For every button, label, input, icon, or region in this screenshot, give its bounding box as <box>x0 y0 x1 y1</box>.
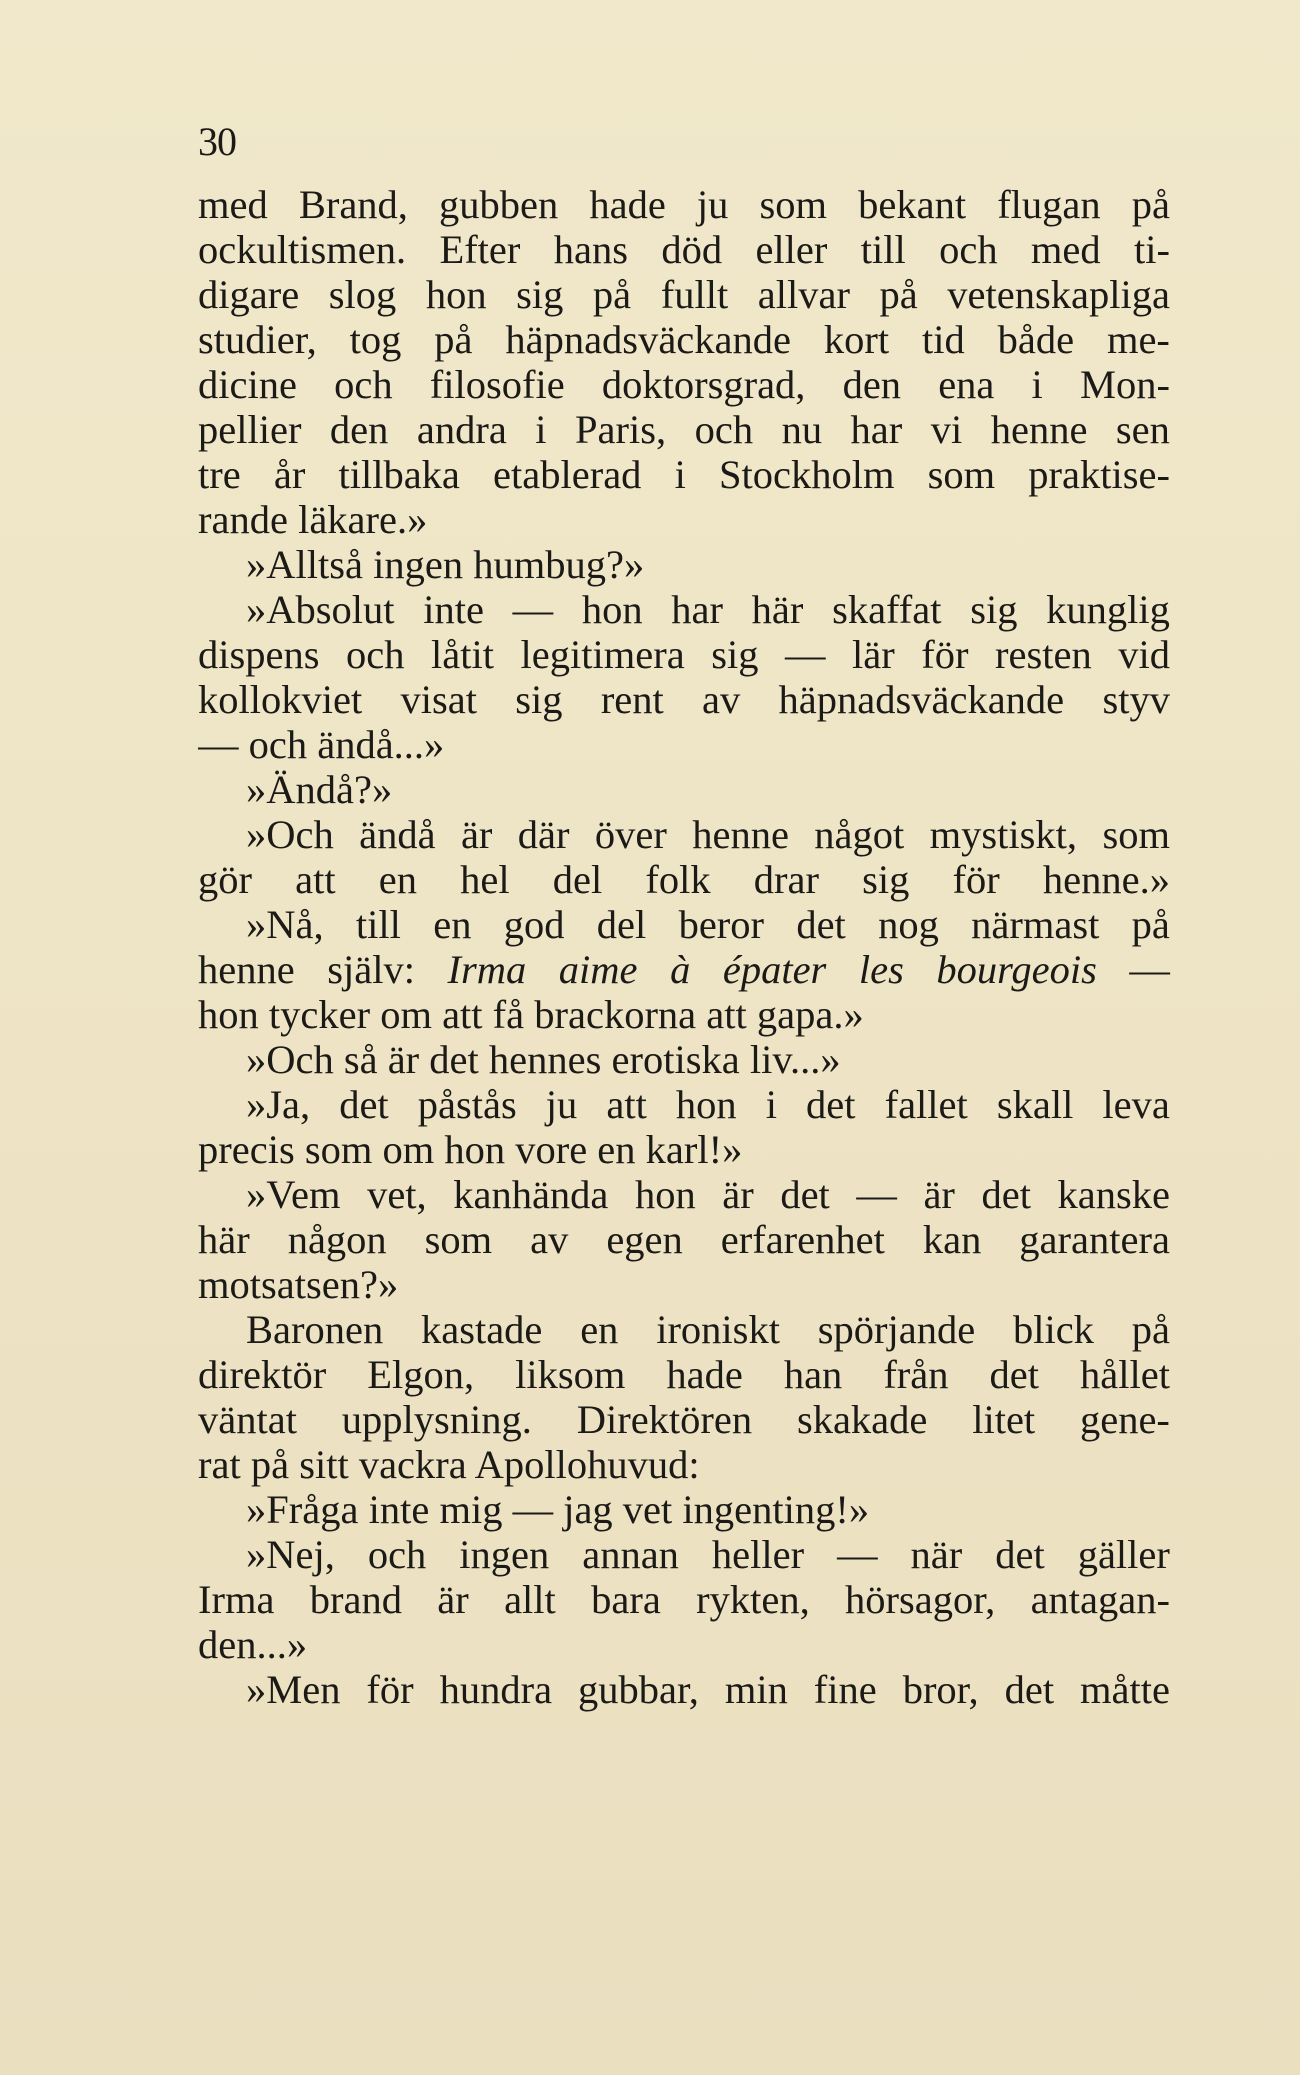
text-line: »Och ändå är där över henne något mystiskt, som <box>246 812 1170 857</box>
text-line: »Nej, och ingen annan heller — när det gäller <box>246 1532 1170 1577</box>
text-line: pellier den andra i Paris, och nu har vi henne sen <box>198 407 1170 452</box>
text-line: den...» <box>198 1622 308 1667</box>
text-line: dispens och låtit legitimera sig — lär för resten vid <box>198 632 1170 677</box>
text-line: kollokviet visat sig rent av häpnadsväckande styv <box>198 677 1170 722</box>
text-line: här någon som av egen erfarenhet kan garantera <box>198 1217 1170 1262</box>
text-line: tre år tillbaka etablerad i Stockholm som praktise- <box>198 452 1170 497</box>
text-line: direktör Elgon, liksom hade han från det hållet <box>198 1352 1170 1397</box>
text-line: rat på sitt vackra Apollohuvud: <box>198 1442 700 1487</box>
text-line: dicine och filosofie doktorsgrad, den ena i Mon- <box>198 362 1170 407</box>
text-line: »Absolut inte — hon har här skaffat sig kunglig <box>246 587 1170 632</box>
text-line: — och ändå...» <box>198 722 445 767</box>
text-line: rande läkare.» <box>198 497 428 542</box>
text-line: ockultismen. Efter hans död eller till och med ti- <box>198 227 1170 272</box>
book-page <box>198 118 1170 1712</box>
text-line: motsatsen?» <box>198 1262 399 1307</box>
page-number: 30 <box>198 119 236 164</box>
text-line: digare slog hon sig på fullt allvar på vetenskapliga <box>198 272 1170 317</box>
text-line: hon tycker om att få brackorna att gapa.» <box>198 992 864 1037</box>
text-line: »Och så är det hennes erotiska liv...» <box>246 1037 841 1082</box>
text-line: »Fråga inte mig — jag vet ingenting!» <box>246 1487 870 1532</box>
text-line: gör att en hel del folk drar sig för henne.» <box>198 857 1170 902</box>
text-line: »Ändå?» <box>246 767 393 812</box>
text-line: »Vem vet, kanhända hon är det — är det kanske <box>246 1172 1170 1217</box>
body-text <box>198 182 1170 1712</box>
text-line: väntat upplysning. Direktören skakade litet gene- <box>198 1397 1170 1442</box>
text-line: »Nå, till en god del beror det nog närmast på <box>246 902 1170 947</box>
text-line: precis som om hon vore en karl!» <box>198 1127 743 1172</box>
text-line: med Brand, gubben hade ju som bekant flugan på <box>198 182 1170 227</box>
text-line: studier, tog på häpnadsväckande kort tid både me- <box>198 317 1170 362</box>
text-line: henne själv: Irma aime à épater les bourgeois — <box>198 947 1170 992</box>
text-line: Irma brand är allt bara rykten, hörsagor, antagan- <box>198 1577 1170 1622</box>
text-line: Baronen kastade en ironiskt spörjande blick på <box>246 1307 1170 1352</box>
text-line: »Ja, det påstås ju att hon i det fallet skall leva <box>246 1082 1170 1127</box>
text-line: »Men för hundra gubbar, min fine bror, det måtte <box>246 1667 1170 1712</box>
text-line: »Alltså ingen humbug?» <box>246 542 645 587</box>
